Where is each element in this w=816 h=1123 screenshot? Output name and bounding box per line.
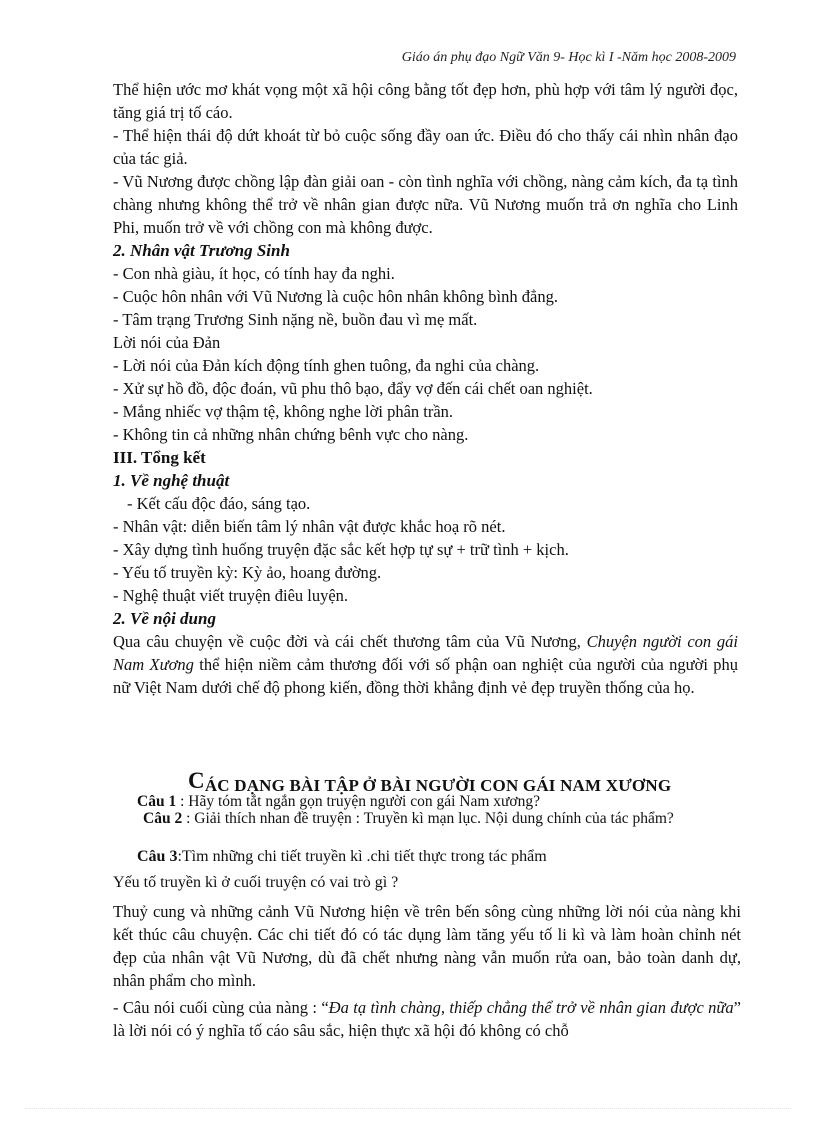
question-2 [113, 810, 741, 827]
list-item: - Xây dựng tình huống truyện đặc sắc kết hợp tự sự + trữ tình + kịch. [113, 540, 569, 559]
answer-paragraph-2 [113, 996, 741, 1042]
answer-paragraph [113, 900, 741, 992]
question-label: Câu 3 [137, 848, 178, 865]
list-item: - Xử sự hồ đồ, độc đoán, vũ phu thô bạo, đẩy vợ đến cái chết oan nghiệt. [113, 379, 593, 398]
paragraph: - Thể hiện thái độ dứt khoát từ bỏ cuộc sống đầy oan ức. Điều đó cho thấy cái nhìn nhân đạo của tác giả. [113, 126, 738, 168]
text-run: Qua câu chuyện về cuộc đời và cái chết thương tâm của Vũ Nương, [113, 632, 587, 651]
heading-nghe-thuat: 1. Về nghệ thuật [113, 471, 230, 490]
list-item: - Tâm trạng Trương Sinh nặng nề, buồn đau vì mẹ mất. [113, 310, 478, 329]
heading-truong-sinh: 2. Nhân vật Trương Sinh [113, 241, 290, 260]
question-label: Câu 2 [143, 810, 183, 827]
paragraph-noi-dung [113, 630, 738, 699]
list-item: - Nghệ thuật viết truyện điêu luyện. [113, 586, 349, 605]
list-item: - Con nhà giàu, ít học, có tính hay đa nghi. [113, 264, 395, 283]
question-label: Câu 1 [137, 793, 177, 810]
subheading-dan: Lời nói của Đản [113, 333, 221, 352]
exercises-title [188, 768, 671, 796]
question-text: : Hãy tóm tắt ngắn gọn truyện người con gái Nam xương? [176, 793, 540, 810]
question-3 [137, 848, 547, 865]
list-item: - Nhân vật: diễn biến tâm lý nhân vật được khắc hoạ rõ nét. [113, 517, 506, 536]
heading-noi-dung: 2. Về nội dung [113, 609, 216, 628]
list-item: - Lời nói của Đản kích động tính ghen tuông, đa nghi của chàng. [113, 356, 540, 375]
text-run: ” là lời nói có ý nghĩa tố cáo sâu sắc, hiện thực xã hội đó không có chỗ [113, 998, 741, 1040]
quote-text: Đa tạ tình chàng, thiếp chẳng thể trở về nhân gian được nữa [328, 998, 734, 1017]
list-item: - Không tin cả những nhân chứng bênh vực cho nàng. [113, 425, 469, 444]
list-item: - Kết cấu độc đáo, sáng tạo. [127, 494, 311, 513]
question-text: : Giải thích nhan đề truyện : Truyền kì mạn lục. Nội dung chính của tác phẩm? [182, 810, 674, 827]
paragraph: - Vũ Nương được chồng lập đàn giải oan - còn tình nghĩa với chồng, nàng cảm kích, đa tạ tình chàng nhưng không thể trở về nhân gian được nữa. Vũ Nương muốn trả ơn nghĩa cho Linh Phi, muốn trở về với chồng con mà không được. [113, 172, 738, 237]
question-1 [137, 793, 540, 810]
page-divider [25, 1108, 791, 1109]
text-run: thể hiện niềm cảm thương đối với số phận oan nghiệt của người của người phụ nữ Việt Nam dưới chế độ phong kiến, đồng thời khẳng định vẻ đẹp truyền thống của họ. [113, 655, 738, 697]
heading-tong-ket: III. Tổng kết [113, 448, 206, 467]
page-header: Giáo án phụ đạo Ngữ Văn 9- Học kì I -Năm học 2008-2009 [401, 50, 736, 65]
paragraph [113, 996, 741, 1042]
title-initial: C [188, 768, 205, 793]
paragraph: Thuỷ cung và những cảnh Vũ Nương hiện về trên bến sông cùng những lời nói của nàng khi kết thúc câu chuyện. Các chi tiết đó có tác dụng làm tăng yếu tố li kì và làm hoàn chỉnh nét đẹp của nhân vật Vũ Nương, dù đã chết nhưng nàng vẫn muốn rửa oan, bảo toàn danh dự, nhân phẩm cho mình. [113, 902, 741, 990]
work-title: Chuyện người con gái Nam Xương [113, 632, 738, 674]
title-rest: ÁC DẠNG BÀI TẬP Ở BÀI NGƯỜI CON GÁI NAM XƯƠNG [204, 776, 672, 795]
question-text: :Tìm những chi tiết truyền kì .chi tiết thực trong tác phẩm [177, 848, 547, 865]
paragraph: Thể hiện ước mơ khát vọng một xã hội công bằng tốt đẹp hơn, phù hợp với tâm lý người đọc, tăng giá trị tố cáo. [113, 80, 738, 122]
text-run: - Câu nói cuối cùng của nàng : “ [113, 998, 329, 1017]
list-item: - Mắng nhiếc vợ thậm tệ, không nghe lời phân trần. [113, 402, 454, 421]
list-item: - Cuộc hôn nhân với Vũ Nương là cuộc hôn nhân không bình đẳng. [113, 287, 558, 306]
list-item: - Yếu tố truyền kỳ: Kỳ ảo, hoang đường. [113, 563, 382, 582]
main-content [113, 78, 738, 699]
question-4: Yếu tố truyền kì ở cuối truyện có vai trò gì ? [113, 874, 399, 891]
